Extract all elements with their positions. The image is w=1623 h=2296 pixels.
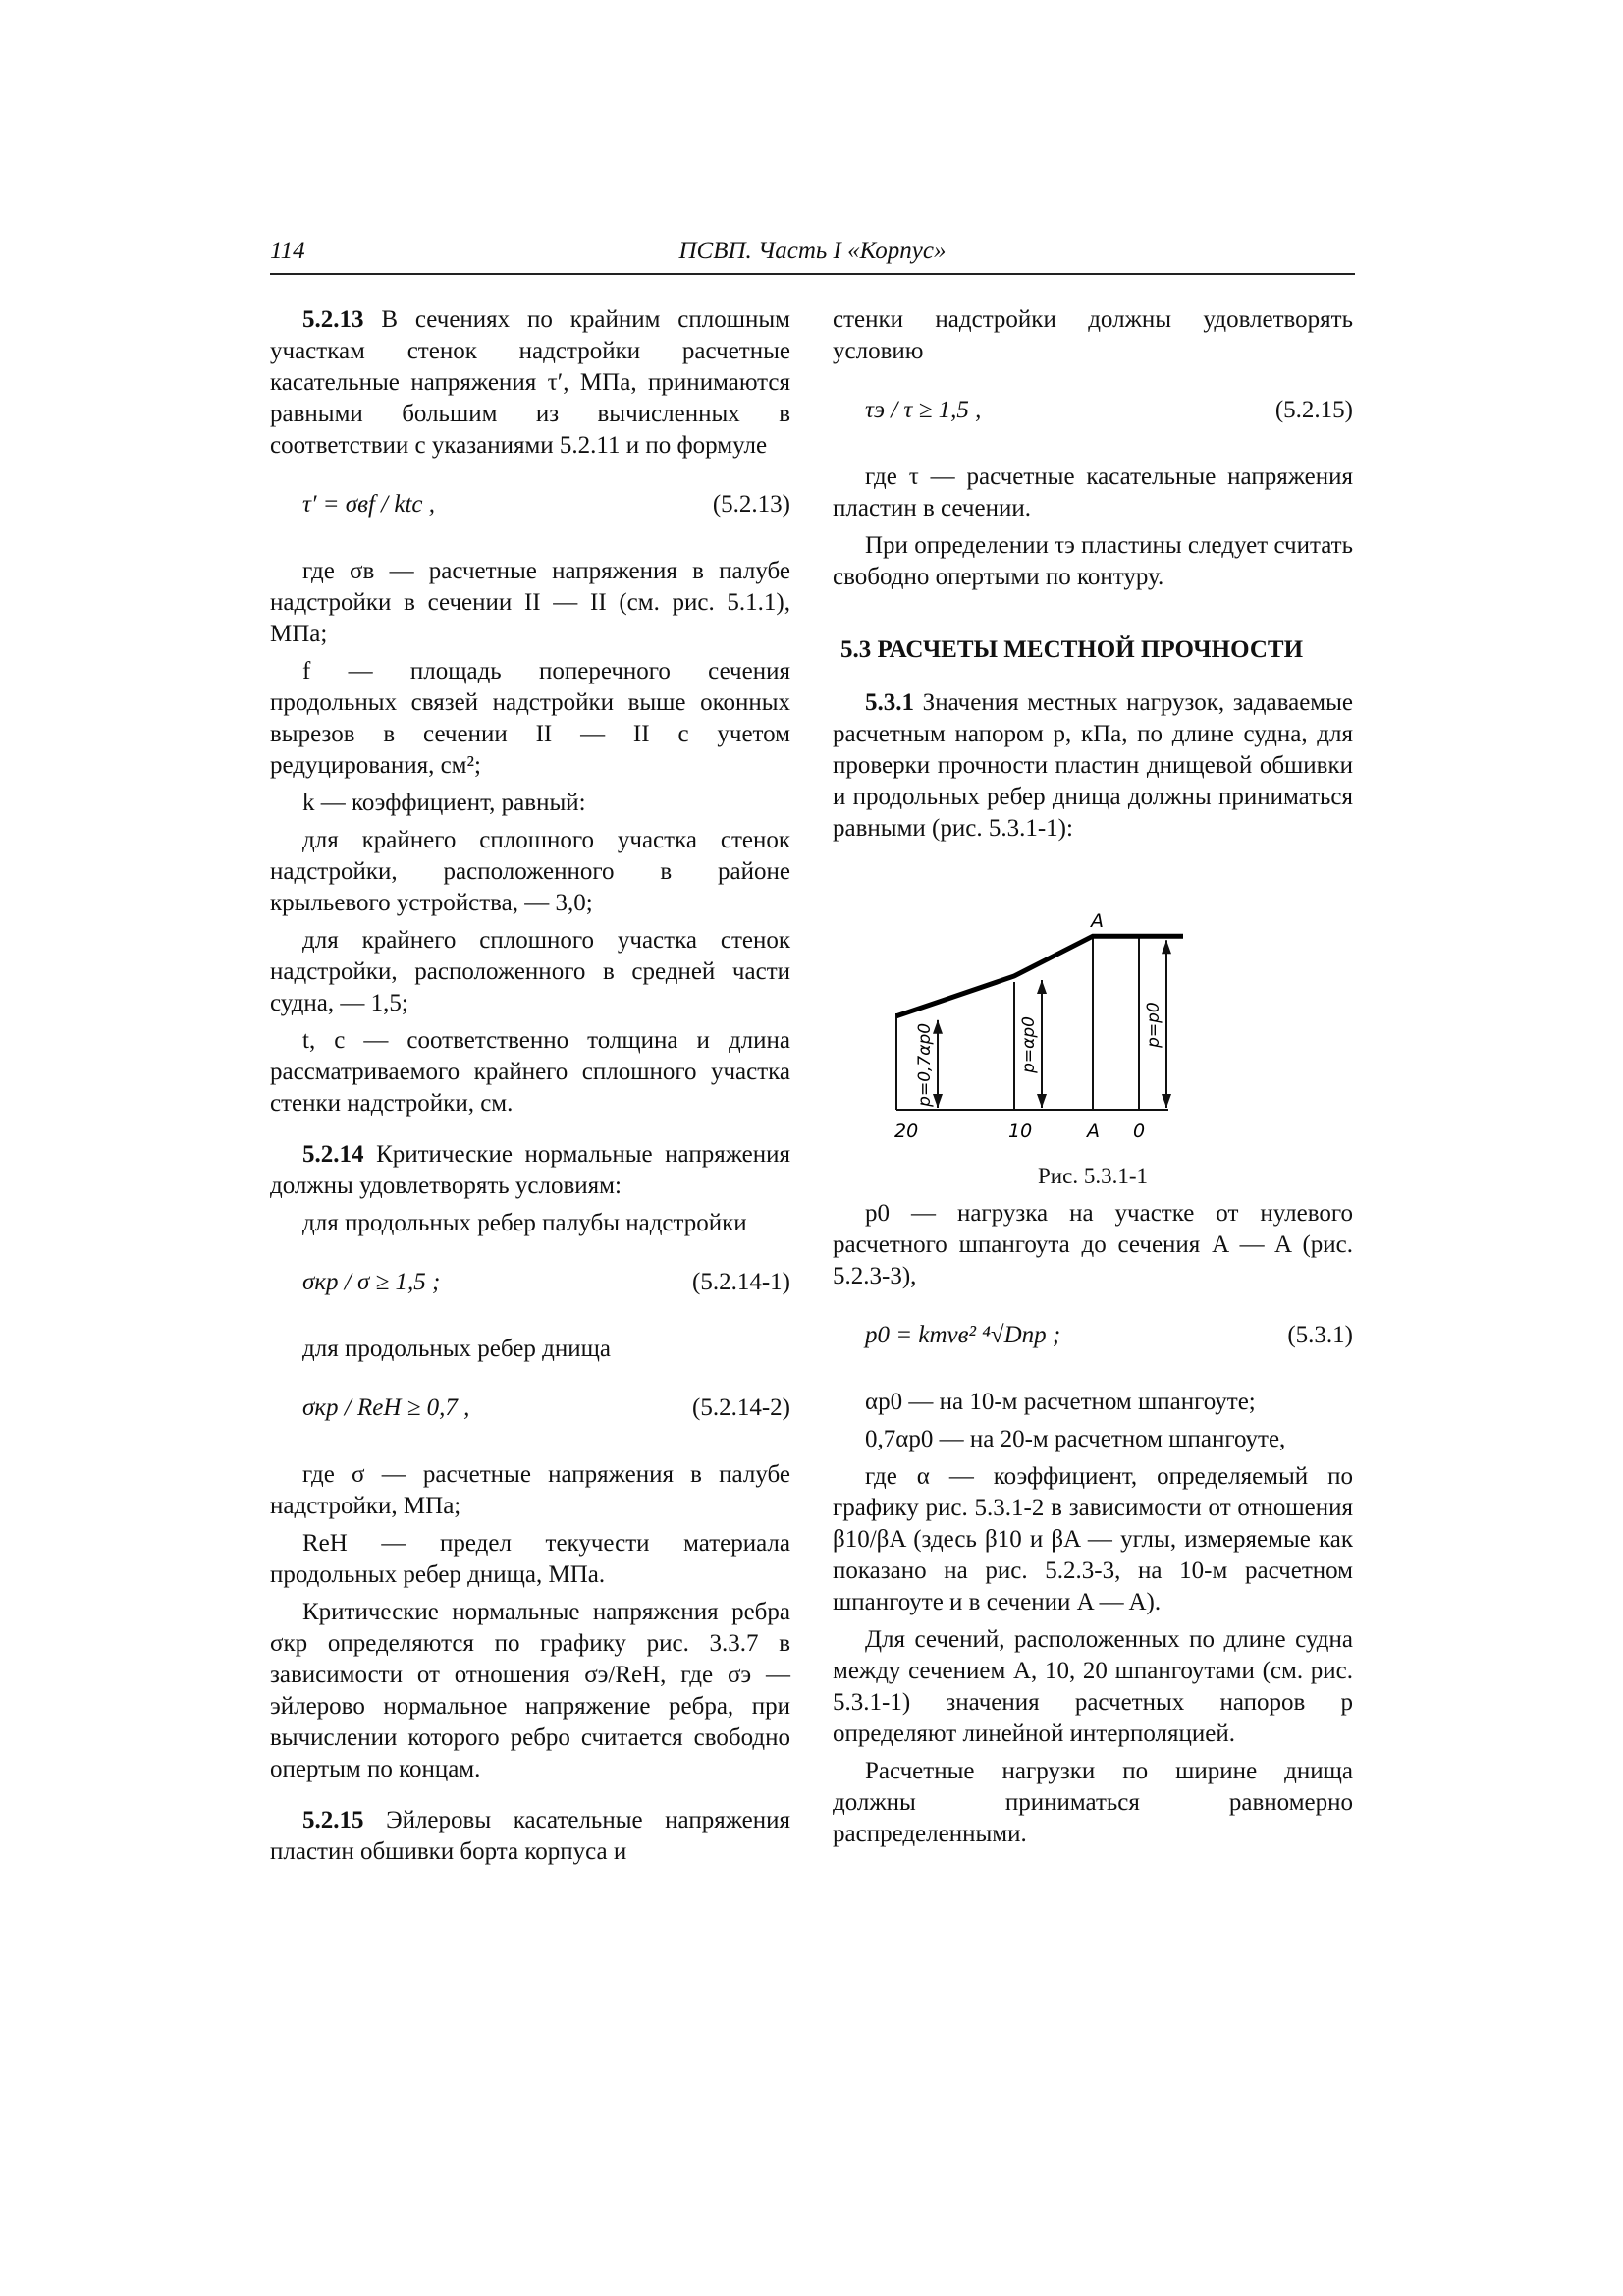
x-tick-label: 10	[1008, 1121, 1033, 1142]
paragraph-5-2-13	[270, 304, 790, 462]
clause-text: Значения местных нагрузок, задаваемые расчетным напором p, кПа, по длине судна, для проверки прочности пластин днищевой обшивки и продольных ребер днища должны приниматься равными (рис. 5.3.1-1):	[833, 689, 1354, 842]
paragraph-5-3-1	[833, 687, 1353, 845]
section-heading: 5.3 РАСЧЕТЫ МЕСТНОЙ ПРОЧНОСТИ	[840, 636, 1304, 663]
formula-expression: σкр / ReH ≥ 0,7 ,	[302, 1394, 470, 1421]
formula-5-2-14-1	[270, 1267, 790, 1306]
width-paragraph: Расчетные нагрузки по ширине днища должны приниматься равномерно распределенными.	[833, 1758, 1353, 1847]
clause-number: 5.2.13	[302, 306, 364, 333]
arrow-head	[1037, 1094, 1047, 1108]
section-a-top-label: A	[1091, 910, 1104, 932]
definition-sigma-v: где σв — расчетные напряжения в палубе надстройки в сечении II — II (см. рис. 5.1.1), МПа;	[270, 558, 790, 647]
continuation-text: стенки надстройки должны удовлетворять условию	[833, 306, 1353, 364]
support-paragraph: При определении τэ пластины следует считать свободно опертыми по контуру.	[833, 532, 1353, 590]
arrow-head	[1162, 940, 1171, 954]
definition-f: f — площадь поперечного сечения продольных связей надстройки выше оконных вырезов в сечении II — II с учетом редуцирования, см²;	[270, 658, 790, 779]
definition-reh: ReH — предел текучести материала продольных ребер днища, МПа.	[270, 1530, 790, 1588]
formula-expression: σкр / σ ≥ 1,5 ;	[302, 1269, 441, 1295]
k-value-wing: для крайнего сплошного участка стенок надстройки, расположенного в районе крыльевого устройства, — 3,0;	[270, 827, 790, 916]
formula-expression: τэ / τ ≥ 1,5 ,	[865, 397, 982, 423]
definition-sigma: где σ — расчетные напряжения в палубе надстройки, МПа;	[270, 1461, 790, 1519]
page-header	[270, 236, 1355, 275]
x-axis-labels	[894, 1121, 1145, 1142]
formula-number: (5.2.15)	[1274, 397, 1353, 423]
x-tick-label: 0	[1133, 1121, 1146, 1142]
critical-stress-paragraph: Критические нормальные напряжения ребра σкр определяются по графику рис. 3.3.7 в зависимости от отношения σэ/ReH, где σэ — эйлерово нормальное напряжение ребра, при вычислении которого ребро считается свободно опертым по концам.	[270, 1599, 790, 1782]
definition-t-c: t, c — соответственно толщина и длина рассматриваемого крайнего сплошного участка стенки надстройки, см.	[270, 1027, 790, 1117]
load-line	[896, 936, 1183, 1016]
arrow-head	[1037, 980, 1047, 994]
interpolation-paragraph: Для сечений, расположенных по длине судна между сечением A, 10, 20 шпангоутами (см. рис. 5.3.1-1) значения расчетных напоров p определяют линейной интерполяцией.	[833, 1626, 1353, 1747]
formula-5-2-13	[270, 489, 790, 528]
clause-number: 5.3.1	[865, 689, 914, 716]
page-number: 114	[270, 238, 305, 264]
figure-5-3-1-1	[833, 903, 1353, 1198]
formula-number: (5.2.13)	[712, 491, 790, 518]
formula-expression: τ′ = σвf / ktc ,	[302, 491, 435, 518]
formula-number: (5.3.1)	[1287, 1322, 1353, 1348]
formula-expression: p0 = kmvв² ⁴√Dпр ;	[865, 1322, 1061, 1348]
load-arrow-label: p=αp0	[1019, 1016, 1039, 1073]
formula-number: (5.2.14-1)	[692, 1269, 790, 1295]
formula-number: (5.2.14-2)	[692, 1394, 790, 1421]
load-arrow-label: p=0,7αp0	[915, 1022, 935, 1107]
formula-5-2-15	[833, 395, 1353, 434]
definition-alpha: где α — коэффициент, определяемый по графику рис. 5.3.1-2 в зависимости от отношения β10/βA (здесь β10 и βA — углы, измеряемые как показано на рис. 5.2.3-3, на 10-м расчетном шпангоуте и в сечении A — A).	[833, 1463, 1353, 1615]
x-tick-label: A	[1087, 1121, 1100, 1142]
formula-5-2-14-2	[270, 1393, 790, 1432]
clause-number: 5.2.15	[302, 1807, 364, 1833]
definition-k: k — коэффициент, равный:	[302, 790, 586, 816]
bottom-ribs-text: для продольных ребер днища	[302, 1336, 611, 1362]
definition-07-alpha-p0: 0,7αp0 — на 20-м расчетном шпангоуте,	[865, 1426, 1286, 1452]
paragraph-5-2-15	[270, 1805, 790, 1868]
definition-p0: p0 — нагрузка на участке от нулевого расчетного шпангоута до сечения A — A (рис. 5.2.3-3),	[833, 1200, 1353, 1289]
clause-text: Критические нормальные напряжения должны удовлетворять условиям:	[270, 1141, 790, 1199]
left-column	[270, 304, 790, 1868]
x-tick-label: 20	[894, 1121, 919, 1142]
clause-text: Эйлеровы касательные напряжения пластин обшивки борта корпуса и	[270, 1807, 790, 1865]
right-column	[833, 304, 1353, 1850]
clause-text: В сечениях по крайним сплошным участкам стенок надстройки расчетные касательные напряжения τ′, МПа, принимаются равными большим из вычисленных в соответствии с указаниями 5.2.11 и по формуле	[270, 306, 790, 459]
load-arrow-label: p=p0	[1144, 1002, 1163, 1048]
definition-alpha-p0: αp0 — на 10-м расчетном шпангоуте;	[865, 1389, 1256, 1415]
figure-caption: Рис. 5.3.1-1	[1038, 1164, 1148, 1188]
load-diagram	[833, 903, 1353, 1198]
clause-number: 5.2.14	[302, 1141, 364, 1168]
definition-tau: где τ — расчетные касательные напряжения пластин в сечении.	[833, 464, 1353, 521]
running-title: ПСВП. Часть I «Корпус»	[678, 238, 947, 264]
paragraph-5-2-14	[270, 1139, 790, 1202]
arrow-head	[1162, 1094, 1171, 1108]
formula-5-3-1	[833, 1320, 1353, 1359]
k-value-middle: для крайнего сплошного участка стенок надстройки, расположенного в средней части судна, — 1,5;	[270, 927, 790, 1016]
load-arrows	[915, 940, 1171, 1108]
deck-ribs-text: для продольных ребер палубы надстройки	[302, 1210, 747, 1236]
